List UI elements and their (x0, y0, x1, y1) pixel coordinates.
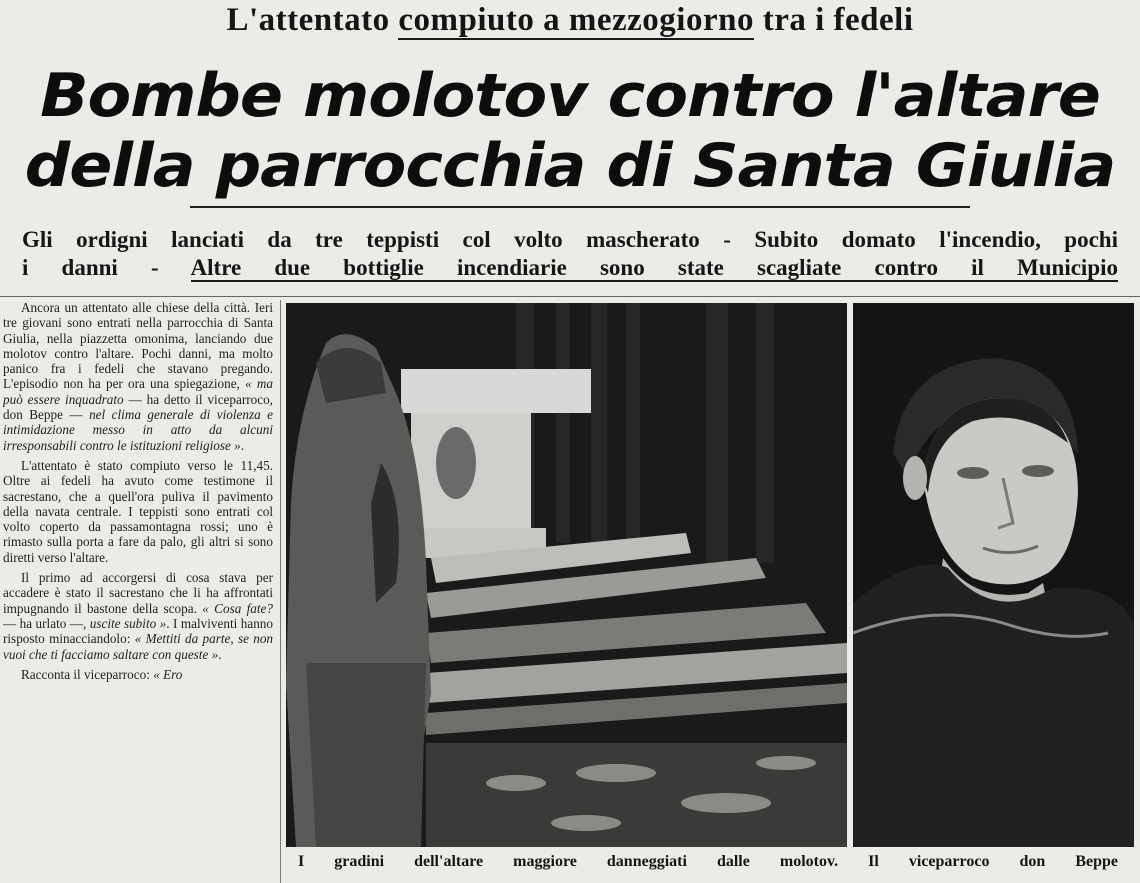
kicker-underlined: compiuto a mezzogiorno (398, 2, 754, 38)
article-quote: « Cosa fate? (202, 600, 273, 616)
headline-rule (190, 206, 970, 208)
subhead-line-2-underlined: Altre due bottiglie incendiarie sono state scagliate contro il Municipio (190, 255, 1119, 280)
altar-photo-image (286, 303, 847, 847)
subhead-line-1: Gli ordigni lanciati da tre teppisti col volto mascherato - Subito domato l'incendio, pochi (22, 227, 1118, 252)
photo-caption (298, 851, 1118, 873)
kicker-headline (0, 2, 1140, 39)
article-paragraph (3, 300, 273, 453)
kicker-pre: L'attentato (226, 2, 399, 38)
article-quote: « ma può essere inquadrato (3, 376, 273, 407)
headline-line-2: della parrocchia di Santa Giulia (24, 131, 1116, 201)
section-rule (0, 296, 1140, 297)
portrait-photo (853, 303, 1134, 847)
article-text: . I malviventi hanno risposto minacciandolo: (3, 615, 273, 647)
article-text: — ha detto il viceparroco, don Beppe — (3, 391, 273, 423)
caption-right: Il viceparroco don Beppe (868, 853, 1119, 870)
column-divider (280, 300, 281, 883)
article-paragraph: L'attentato è stato compiuto verso le 11,45. Oltre ai fedeli ha avuto come testimone il sacrestano, che a quell'ora puliva il pavimento della navata centrale. I teppisti sono entrati col volto coperto da passamontagna rossi; uno è rimasto sulla porta a fare da palo, gli altri si sono diretti verso l'altare. (3, 457, 273, 565)
article-quote: « Ero (153, 666, 183, 682)
article-text: Il primo ad accorgersi di cosa stava per accadere è stato il sacrestano che li ha affrontati impugnando il bastone della scopa. (3, 570, 273, 616)
headline-line-1: Bombe molotov contro l'altare (40, 61, 1100, 131)
altar-photo (286, 303, 847, 847)
portrait-photo-image (853, 303, 1134, 847)
caption-left: I gradini dell'altare maggiore danneggiati dalle molotov. (298, 853, 839, 870)
article-text: Racconta il viceparroco: (21, 666, 154, 682)
subhead-line-2-pre: i danni - (22, 255, 191, 280)
article-quote: « Mettiti da parte, se non vuoi che ti facciamo saltare con queste » (3, 631, 273, 662)
article-column (3, 300, 273, 883)
article-text: — ha urlato —, (3, 615, 90, 631)
kicker-post: tra i fedeli (753, 2, 914, 38)
article-paragraph (3, 667, 273, 682)
subhead-line-2 (22, 254, 1118, 282)
article-text: Ancora un attentato alle chiese della città. Ieri tre giovani sono entrati nella parrocchia di Santa Giulia, nella piazzetta omonima, lanciando due molotov contro l'altare. Pochi danni, ma molto panico fra i fedeli che stavano pregando. L'episodio non ha per ora una spiegazione, (3, 300, 273, 392)
article-paragraph (3, 570, 273, 662)
article-text: . (240, 437, 245, 453)
article-quote: nel clima generale di violenza e intimidazione messo in atto da alcuni irresponsabili contro le istituzioni religiose » (3, 407, 273, 453)
article-quote: uscite subito » (89, 615, 167, 631)
article-text: . (218, 646, 222, 662)
